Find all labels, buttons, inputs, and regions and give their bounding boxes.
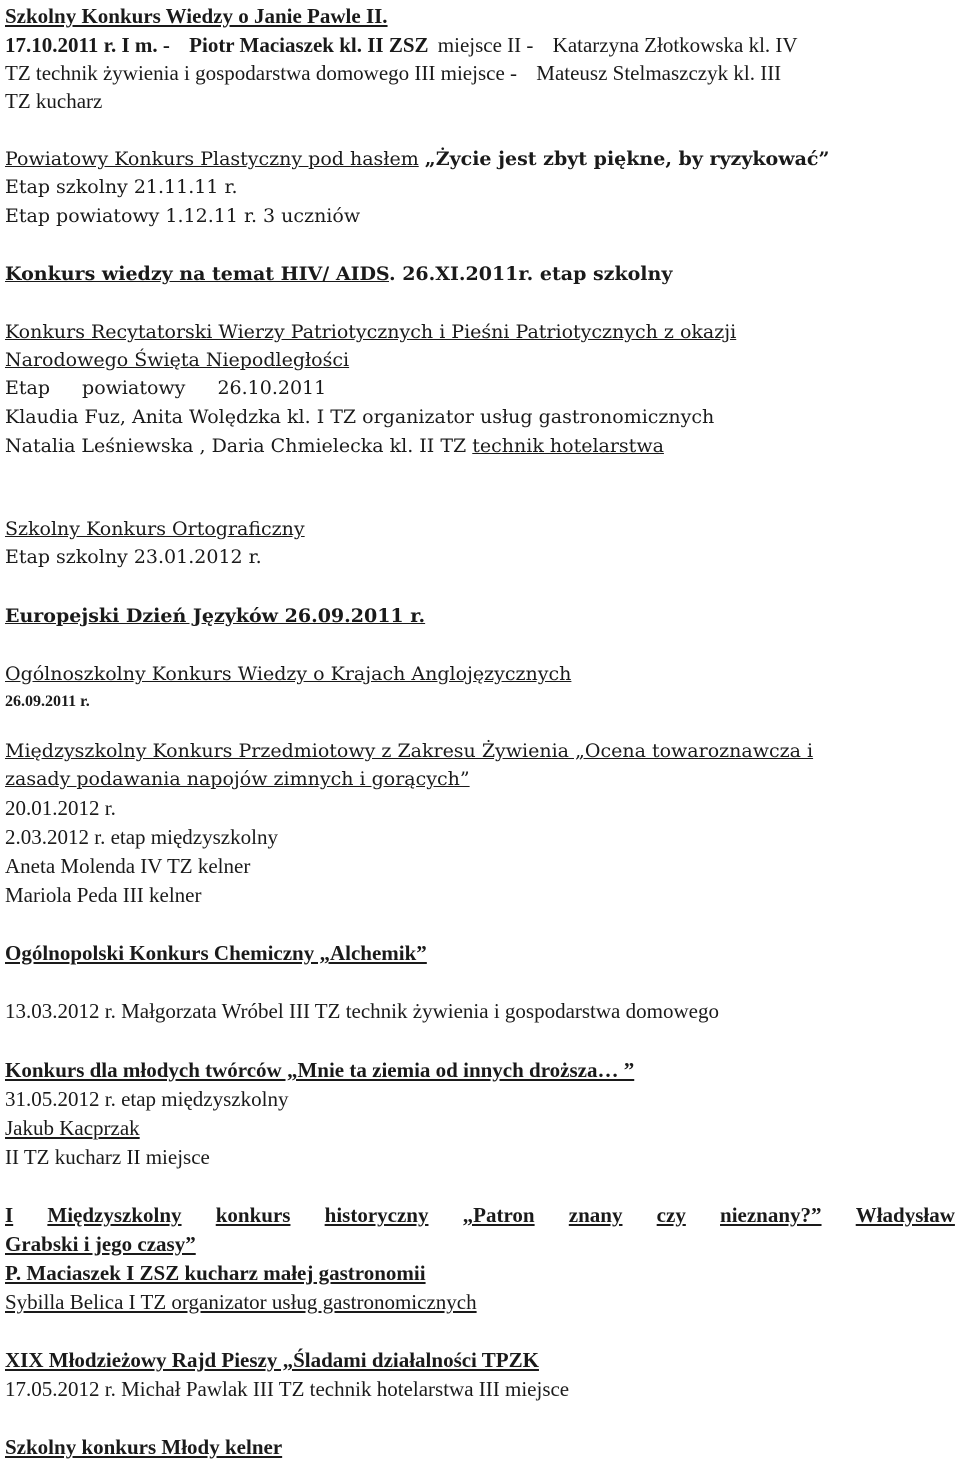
text-fragment: 17.10.2011 r. I m. - — [5, 33, 170, 57]
text-fragment: . 26.XI.2011r — [388, 263, 527, 285]
heading-text: Powiatowy Konkurs Plastyczny pod hasłem — [5, 148, 419, 170]
text-fragment: 26.10.2011 — [217, 377, 327, 399]
heading-english-countries-contest: Ogólnoszkolny Konkurs Wiedzy o Krajach Anglojęzycznych — [5, 663, 572, 685]
text-line: Mariola Peda III kelner — [5, 883, 202, 907]
heading-history-contest — [5, 1203, 955, 1227]
text-fragment: Piotr Maciaszek kl. II ZSZ — [189, 33, 429, 57]
text-line: 2.03.2012 r. etap międzyszkolny — [5, 825, 278, 849]
text-line: 20.01.2012 r. — [5, 796, 116, 820]
text-line — [5, 33, 798, 57]
heading-hiv-contest — [5, 262, 672, 286]
heading-young-waiter-contest: Szkolny konkurs Młody kelner — [5, 1435, 283, 1459]
text-fragment: czy — [656, 1203, 686, 1227]
heading-history-contest-cont: Grabski i jego czasy” — [5, 1232, 196, 1256]
text-line: Klaudia Fuz, Anita Wolędzka kl. I TZ organizator usług gastronomicznych — [5, 406, 715, 428]
text-fragment: „Patron — [462, 1203, 535, 1227]
text-line: Etap szkolny 21.11.11 r. — [5, 176, 238, 198]
text-line: Etap powiatowy 1.12.11 r. 3 uczniów — [5, 205, 361, 227]
text-fragment: konkurs — [215, 1203, 291, 1227]
text-fragment: znany — [568, 1203, 623, 1227]
text-line: Aneta Molenda IV TZ kelner — [5, 854, 251, 878]
heading-art-contest — [5, 147, 829, 171]
text-fragment: 17.05.2012 r. — [5, 1377, 116, 1401]
text-fragment: . etap szkolny — [526, 263, 673, 285]
text-line: 31.05.2012 r. etap międzyszkolny — [5, 1087, 289, 1111]
heading-text: Konkurs wiedzy na temat HIV/ AIDS — [5, 263, 389, 285]
text-fragment: Władysław — [855, 1203, 955, 1227]
text-fragment: Etap — [5, 377, 50, 399]
text-fragment: I — [5, 1203, 14, 1227]
heading-jan-pawel-contest: Szkolny Konkurs Wiedzy o Janie Pawle II. — [5, 4, 388, 28]
text-line — [5, 1377, 569, 1401]
heading-hiking-rally: XIX Młodzieżowy Rajd Pieszy „Śladami działalności TPZK — [5, 1348, 539, 1372]
text-line: 13.03.2012 r. Małgorzata Wróbel III TZ technik żywienia i gospodarstwa domowego — [5, 999, 719, 1023]
heading-chemistry-contest: Ogólnopolski Konkurs Chemiczny „Alchemik” — [5, 941, 427, 965]
text-line — [5, 376, 326, 400]
text-fragment: technik hotelarstwa — [472, 435, 664, 457]
text-line: Jakub Kacprzak — [5, 1116, 140, 1140]
heading-nutrition-contest-cont: zasady podawania napojów zimnych i gorących” — [5, 768, 470, 790]
text-fragment: Michał Pawlak III TZ technik hotelarstwa III miejsce — [115, 1377, 570, 1401]
text-line: Sybilla Belica I TZ organizator usług gastronomicznych — [5, 1290, 477, 1314]
heading-languages-day: Europejski Dzień Języków 26.09.2011 r. — [5, 605, 426, 627]
text-line: 26.09.2011 r. — [5, 693, 90, 710]
text-fragment: Natalia Leśniewska , Daria Chmielecka kl. II TZ — [5, 435, 473, 457]
text-fragment: TZ technik żywienia i gospodarstwa domowego III miejsce - — [5, 61, 518, 85]
text-fragment: Mateusz Stelmaszczyk kl. III — [536, 61, 782, 85]
text-fragment: Katarzyna Złotkowska kl. IV — [552, 33, 798, 57]
text-line: P. Maciaszek I ZSZ kucharz małej gastronomii — [5, 1261, 426, 1285]
heading-recitation-contest-cont: Narodowego Święta Niepodległości — [5, 349, 350, 371]
text-fragment: powiatowy — [82, 377, 186, 399]
slogan-text: „Życie jest zbyt piękne, by ryzykować” — [424, 148, 830, 170]
text-line: II TZ kucharz II miejsce — [5, 1145, 210, 1169]
text-line — [5, 61, 781, 85]
heading-nutrition-contest: Międzyszkolny Konkurs Przedmiotowy z Zakresu Żywienia „Ocena towaroznawcza i — [5, 740, 814, 762]
text-line — [5, 434, 664, 458]
text-fragment: Międzyszkolny — [47, 1203, 182, 1227]
text-line: Etap szkolny 23.01.2012 r. — [5, 546, 262, 568]
text-fragment: miejsce II - — [437, 33, 534, 57]
heading-young-creators-contest: Konkurs dla młodych twórców „Mnie ta ziemia od innych droższa… ” — [5, 1058, 635, 1082]
text-fragment: nieznany?” — [720, 1203, 822, 1227]
heading-recitation-contest: Konkurs Recytatorski Wierzy Patriotycznych i Pieśni Patriotycznych z okazji — [5, 321, 737, 343]
heading-spelling-contest: Szkolny Konkurs Ortograficzny — [5, 518, 305, 540]
text-fragment: historyczny — [324, 1203, 429, 1227]
text-line: TZ kucharz — [5, 89, 103, 113]
